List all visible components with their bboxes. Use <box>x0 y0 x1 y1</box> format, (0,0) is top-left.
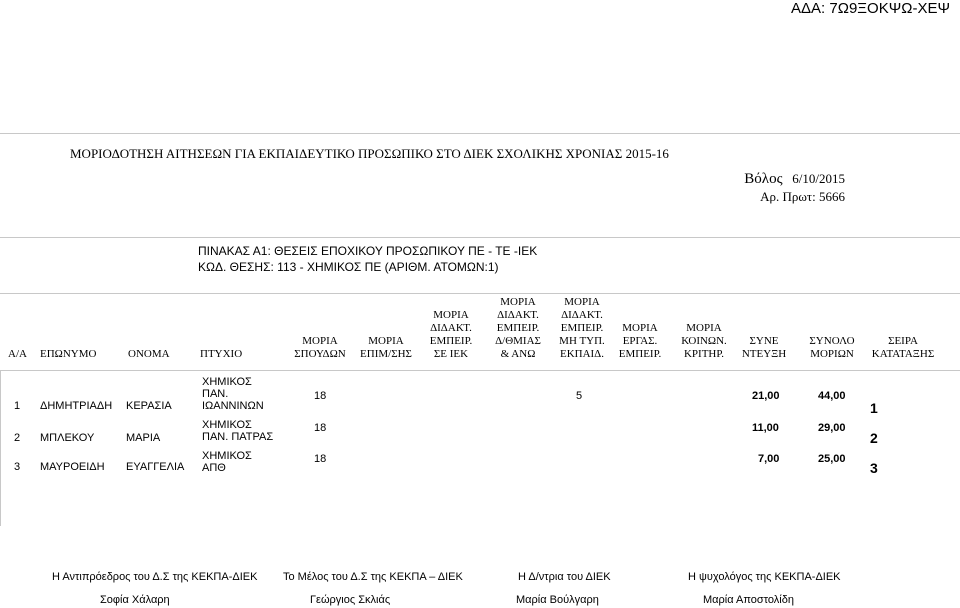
header-line: ΕΜΠΕΙΡ. <box>496 322 540 334</box>
header-line: ΕΚΠΑΙΔ. <box>559 348 605 360</box>
position-code: ΚΩΔ. ΘΕΣΗΣ: 113 - ΧΗΜΙΚΟΣ ΠΕ (ΑΡΙΘΜ. ΑΤΟΜΩΝ:1) <box>198 260 499 274</box>
header-line: ΜΟΡΙΩΝ <box>810 348 854 360</box>
header-line: ΜΟΡΙΑ <box>302 335 338 347</box>
header-line: ΜΟΡΙΑ <box>564 296 600 308</box>
header-line: ΔΙΔΑΚΤ. <box>497 309 539 321</box>
header-line: ΣΕ ΙΕΚ <box>433 348 469 360</box>
location: Βόλος <box>744 171 783 187</box>
row-exp-secondary: 5 <box>576 390 583 402</box>
degree-line: ΠΑΝ. ΠΑΤΡΑΣ <box>202 431 274 443</box>
header-line: ΕΜΠΕΙΡ. <box>560 322 604 334</box>
header-line: ΕΜΠΕΙΡ. <box>618 348 662 360</box>
row-studies: 18 <box>314 390 327 402</box>
header-total <box>800 335 864 361</box>
header-exp-iek <box>423 309 479 361</box>
header-line: ΔΙΔΑΚΤ. <box>430 322 472 334</box>
header-studies <box>292 335 348 361</box>
ada-code: ΑΔΑ: 7Ω9ΞΟΚΨΩ-ΧΕΨ <box>791 0 950 17</box>
header-line: ΜΟΡΙΑ <box>368 335 404 347</box>
header-line: ΝΤΕΥΞΗ <box>741 348 787 360</box>
row-surname: ΜΠΛΕΚΟΥ <box>40 432 95 444</box>
row-interview: 11,00 <box>752 422 779 434</box>
header-rank <box>866 335 940 361</box>
row-aa: 1 <box>14 400 21 412</box>
row-degree <box>202 376 264 412</box>
signature-role: Η ψυχολόγος της ΚΕΚΠΑ-ΔΙΕΚ <box>688 571 841 583</box>
divider <box>0 133 960 134</box>
row-name: ΕΥΑΓΓΕΛΙΑ <box>126 461 185 473</box>
header-line: & ΑΝΩ <box>500 348 536 360</box>
header-social <box>676 322 732 361</box>
signature-role: Η Δ/ντρια του ΔΙΕΚ <box>518 571 611 583</box>
header-line: ΜΗ ΤΥΠ. <box>559 335 605 347</box>
header-line: ΜΟΡΙΑ <box>622 322 658 334</box>
divider <box>0 237 960 238</box>
place-date <box>744 171 845 188</box>
header-aa: Α/Α <box>8 348 27 360</box>
row-aa: 2 <box>14 432 21 444</box>
signature-name: Μαρία Αποστολίδη <box>703 594 794 606</box>
row-rank: 3 <box>870 460 878 476</box>
row-interview: 21,00 <box>752 390 780 402</box>
header-line: ΕΠΙΜ/ΣΗΣ <box>360 348 412 360</box>
header-exp-secondary <box>488 296 548 361</box>
row-rank: 1 <box>870 400 878 416</box>
row-surname: ΔΗΜΗΤΡΙΑΔΗ <box>40 400 113 412</box>
header-exp-nonformal <box>552 296 612 361</box>
header-line: ΔΙΔΑΚΤ. <box>561 309 603 321</box>
row-total: 25,00 <box>818 453 846 465</box>
divider <box>0 293 960 294</box>
degree-line: ΧΗΜΙΚΟΣ <box>202 419 252 431</box>
row-studies: 18 <box>314 422 327 434</box>
header-interview <box>736 335 792 361</box>
table-title: ΠΙΝΑΚΑΣ Α1: ΘΕΣΕΙΣ ΕΠΟΧΙΚΟΥ ΠΡΟΣΩΠΙΚΟΥ ΠΕ - ΤΕ -ΙΕΚ <box>198 244 538 258</box>
row-name: ΚΕΡΑΣΙΑ <box>126 400 172 412</box>
row-degree <box>202 419 273 443</box>
signature-name: Μαρία Βούλγαρη <box>516 594 599 606</box>
row-total: 29,00 <box>818 422 846 434</box>
row-studies: 18 <box>314 453 327 465</box>
header-line: ΣΠΟΥΔΩΝ <box>294 348 346 360</box>
signature-role: Η Αντιπρόεδρος του Δ.Σ της ΚΕΚΠΑ-ΔΙΕΚ <box>52 571 258 583</box>
document-title: ΜΟΡΙΟΔΟΤΗΣΗ ΑΙΤΗΣΕΩΝ ΓΙΑ ΕΚΠΑΙΔΕΥΤΙΚΟ ΠΡΟΣΩΠΙΚΟ ΣΤΟ ΔΙΕΚ ΣΧΟΛΙΚΗΣ ΧΡΟΝΙΑΣ 2015-16 <box>70 146 669 161</box>
protocol-number: Αρ. Πρωτ: 5666 <box>760 189 845 204</box>
degree-line: ΑΠΘ <box>202 462 226 474</box>
date: 6/10/2015 <box>792 171 845 186</box>
header-line: ΕΜΠΕΙΡ. <box>429 335 473 347</box>
row-aa: 3 <box>14 461 21 473</box>
header-training <box>358 335 414 361</box>
row-rank: 2 <box>870 430 878 446</box>
degree-line: ΧΗΜΙΚΟΣ <box>202 450 252 462</box>
row-total: 44,00 <box>818 390 846 402</box>
header-line: ΚΡΙΤΗΡ. <box>683 348 725 360</box>
header-line: ΣΥΝΟΛΟ <box>809 335 855 347</box>
divider <box>0 370 960 371</box>
header-line: ΜΟΡΙΑ <box>686 322 722 334</box>
header-line: ΣΥΝΕ <box>749 335 779 347</box>
header-surname: ΕΠΩΝΥΜΟ <box>40 348 97 360</box>
signature-name: Γεώργιος Σκλιάς <box>310 594 391 606</box>
row-name: ΜΑΡΙΑ <box>126 432 161 444</box>
row-surname: ΜΑΥΡΟΕΙΔΗ <box>40 461 105 473</box>
header-line: ΣΕΙΡΑ <box>888 335 918 347</box>
divider <box>0 370 1 526</box>
header-line: ΚΑΤΑΤΑΞΗΣ <box>871 348 935 360</box>
header-line: ΜΟΡΙΑ <box>500 296 536 308</box>
degree-line: ΙΩΑΝΝΙΝΩΝ <box>202 400 264 412</box>
header-line: ΜΟΡΙΑ <box>433 309 469 321</box>
header-line: Δ/ΘΜΙΑΣ <box>495 335 541 347</box>
header-line: ΚΟΙΝΩΝ. <box>681 335 727 347</box>
header-line: ΕΡΓΑΣ. <box>622 335 658 347</box>
row-interview: 7,00 <box>758 453 780 465</box>
degree-line: ΧΗΜΙΚΟΣ <box>202 376 252 388</box>
degree-line: ΠΑΝ. <box>202 388 229 400</box>
signature-name: Σοφία Χάλαρη <box>100 594 170 606</box>
header-degree: ΠΤΥΧΙΟ <box>200 348 243 360</box>
row-degree <box>202 450 252 474</box>
signature-role: Το Μέλος του Δ.Σ της ΚΕΚΠΑ – ΔΙΕΚ <box>283 571 463 583</box>
header-name: ΟΝΟΜΑ <box>128 348 170 360</box>
header-work-exp <box>612 322 668 361</box>
